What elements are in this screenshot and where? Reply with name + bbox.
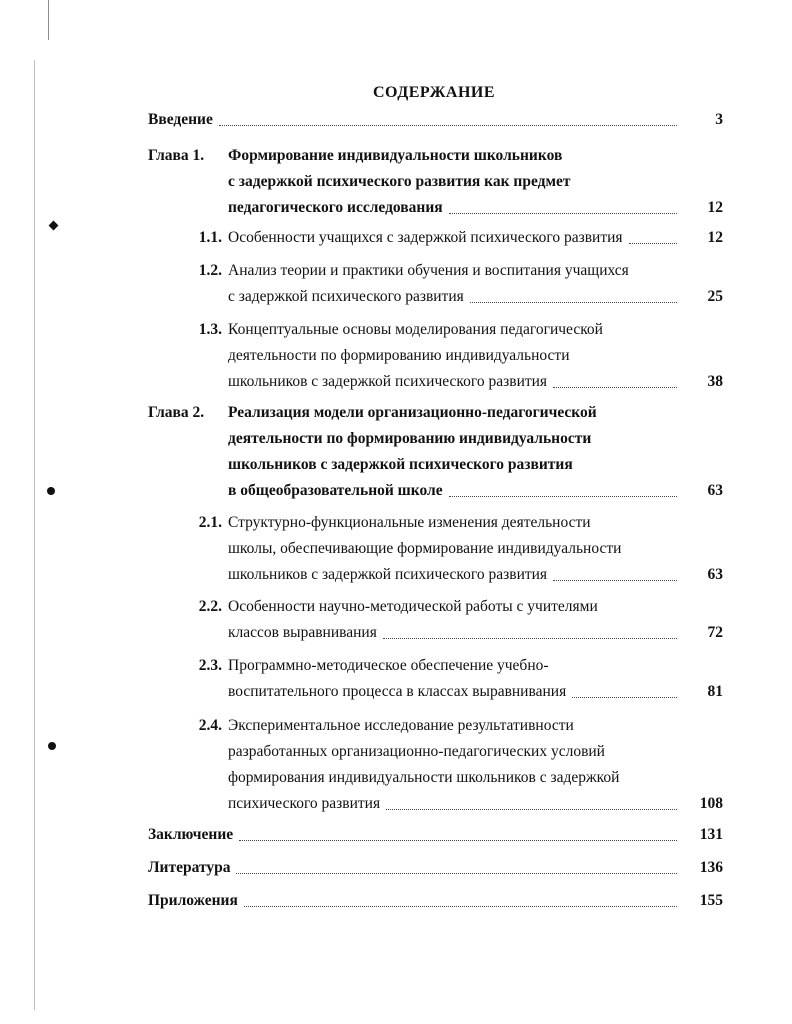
toc-entry-title-line: в общеобразовательной школе [228, 482, 443, 499]
toc-entry-title-line: Реализация модели организационно-педагогической [228, 404, 597, 421]
toc-entry-title-line: Особенности научно-методической работы с учителями [228, 598, 598, 615]
toc-entry-title-line: Литература [148, 859, 231, 876]
toc-entry[interactable] [148, 510, 723, 588]
dot-leader [449, 496, 677, 497]
toc-entry-title-line: воспитательного процесса в классах выравнивания [228, 683, 567, 700]
toc-page-number: 136 [699, 859, 723, 876]
toc-page-number: 12 [707, 199, 723, 216]
toc-entry[interactable] [148, 143, 723, 221]
toc-entry-number: Глава 1. [148, 147, 205, 164]
toc-entry-title-line: школьников с задержкой психического развития [228, 373, 548, 390]
toc-entry-title-line: педагогического исследования [228, 199, 443, 216]
toc-entry-number: 2.3. [198, 657, 222, 674]
toc-entry-title-line: Формирование индивидуальности школьников [228, 147, 563, 164]
toc-page-number: 108 [699, 795, 723, 812]
toc-entry[interactable] [148, 258, 723, 310]
toc-entry-number: 2.1. [198, 514, 222, 531]
dot-leader [236, 873, 677, 874]
scan-edge-line [48, 0, 49, 40]
toc-entry-title-line: Экспериментальное исследование результативности [228, 717, 574, 734]
toc-entry-title-line: Приложения [148, 892, 238, 909]
toc-entry-number: 1.3. [198, 321, 222, 338]
toc-entry-title-line: деятельности по формированию индивидуальности [228, 347, 570, 364]
toc-entry[interactable] [148, 225, 723, 251]
toc-entry-title-line: с задержкой психического развития как предмет [228, 173, 571, 190]
toc-entry-title-line: деятельности по формированию индивидуальности [228, 430, 592, 447]
scan-edge-line [34, 60, 35, 1010]
toc-entry-number: Глава 2. [148, 404, 205, 421]
toc-entry[interactable] [148, 653, 723, 705]
toc-entry[interactable] [148, 594, 723, 646]
toc-entry[interactable] [148, 400, 723, 504]
toc-entry-title-line: формирования индивидуальности школьников с задержкой [228, 769, 620, 786]
toc-entry-title-line: Программно-методическое обеспечение учебно- [228, 657, 549, 674]
toc-entry-title-line: Заключение [148, 826, 234, 843]
toc-page-number: 81 [707, 683, 723, 700]
toc-entry-title-line: Введение [148, 111, 213, 128]
toc-entry-title-line: Анализ теории и практики обучения и воспитания учащихся [228, 262, 629, 279]
toc-entry-title-line: Особенности учащихся с задержкой психического развития [228, 229, 623, 246]
toc-entry-title-line: психического развития [228, 795, 381, 812]
toc-entry-title-line: Концептуальные основы моделирования педагогической [228, 321, 603, 338]
toc-entry[interactable] [148, 822, 723, 848]
toc-entry-title-line: школы, обеспечивающие формирование индивидуальности [228, 540, 622, 557]
dot-leader [449, 213, 677, 214]
dot-leader [244, 906, 677, 907]
toc-page-number: 12 [707, 229, 723, 246]
toc-page-number: 25 [707, 288, 723, 305]
toc-entry-title-line: школьников с задержкой психического развития [228, 566, 548, 583]
dot-leader [470, 302, 677, 303]
toc-entry-title-line: с задержкой психического развития [228, 288, 464, 305]
dot-leader [629, 243, 677, 244]
toc-page-number: 155 [699, 892, 723, 909]
scan-mark [49, 221, 59, 231]
dot-leader [239, 840, 677, 841]
toc-page-number: 38 [707, 373, 723, 390]
toc-page-number: 72 [707, 624, 723, 641]
toc-entry-title-line: разработанных организационно-педагогических условий [228, 743, 605, 760]
toc-page-number: 63 [707, 482, 723, 499]
toc-entry[interactable] [148, 855, 723, 881]
toc-entry[interactable] [148, 107, 723, 133]
dot-leader [383, 638, 677, 639]
scan-mark [48, 742, 56, 750]
dot-leader [553, 580, 677, 581]
toc-entry[interactable] [148, 713, 723, 817]
toc-entry-title-line: Структурно-функциональные изменения деятельности [228, 514, 591, 531]
dot-leader [386, 809, 677, 810]
toc-entry-title-line: школьников с задержкой психического развития [228, 456, 573, 473]
toc-page-number: 3 [715, 111, 723, 128]
scan-mark [47, 487, 55, 495]
toc-page-number: 63 [707, 566, 723, 583]
toc-entry-number: 2.4. [198, 717, 222, 734]
dot-leader [219, 125, 677, 126]
toc-entry-title-line: классов выравнивания [228, 624, 377, 641]
dot-leader [572, 697, 677, 698]
toc-entry-number: 1.2. [198, 262, 222, 279]
page-title: СОДЕРЖАНИЕ [372, 84, 496, 101]
toc-entry-number: 2.2. [198, 598, 222, 615]
toc-page-number: 131 [699, 826, 723, 843]
toc-entry-number: 1.1. [198, 229, 222, 246]
toc-entry[interactable] [148, 317, 723, 395]
toc-entry[interactable] [148, 888, 723, 914]
dot-leader [553, 387, 677, 388]
